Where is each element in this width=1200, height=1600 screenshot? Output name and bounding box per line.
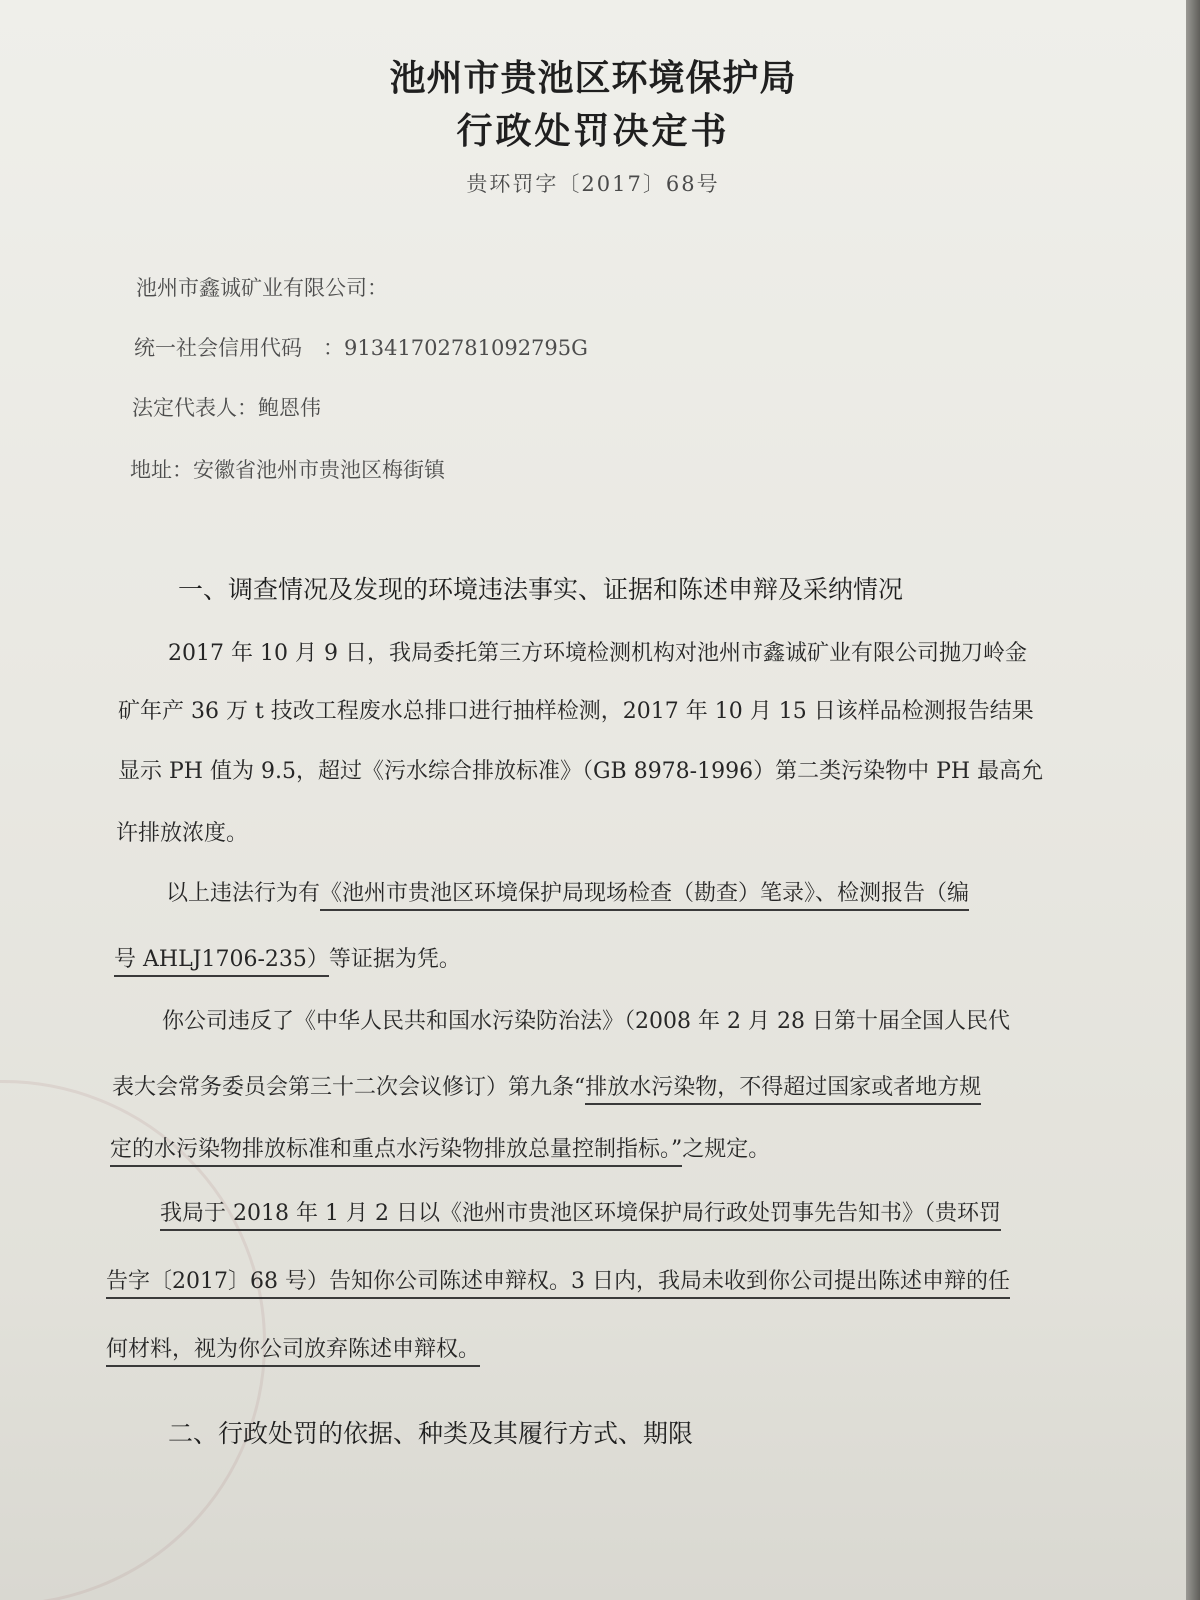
- credit-code: 统一社会信用代码 ：91341702781092795G: [134, 336, 588, 360]
- paragraph-2-line-1: [166, 876, 969, 907]
- paragraph-1-line-3: 显示 PH 值为 9.5，超过《污水综合排放标准》（GB 8978-1996）第二类污染物中 PH 最高允: [118, 759, 1044, 784]
- law-closing: 之规定。: [682, 1137, 771, 1162]
- document-type-title: 行政处罚决定书: [456, 110, 730, 152]
- recipient-company: 池州市鑫诚矿业有限公司：: [136, 276, 388, 300]
- evidence-closing: 等证据为凭。: [328, 947, 461, 972]
- paragraph-1-line-4: 许排放浓度。: [116, 821, 249, 846]
- notice-underlined-1: 我局于 2018 年 1 月 2 日以《池州市贵池区环境保护局行政处罚事先告知书》（贵环罚: [160, 1201, 1001, 1231]
- issuing-authority-title: 池州市贵池区环境保护局: [389, 57, 797, 99]
- notice-underlined-3: 何材料，视为你公司放弃陈述申辩权。: [106, 1337, 480, 1367]
- document-number: 贵环罚字〔2017〕68号: [466, 172, 720, 196]
- paragraph-3-line-1: 你公司违反了《中华人民共和国水污染防治法》（2008 年 2 月 28 日第十届全国人民代: [162, 1009, 1010, 1034]
- paragraph-3-line-3: [110, 1132, 770, 1163]
- notice-underlined-2: 告字〔2017〕68 号）告知你公司陈述申辩权。3 日内，我局未收到你公司提出陈述申辩的任: [106, 1269, 1010, 1299]
- report-number-underlined: 号 AHLJ1706-235）: [114, 947, 329, 977]
- legal-representative: 法定代表人：鲍恩伟: [132, 396, 321, 420]
- paragraph-4-line-3: [106, 1332, 480, 1363]
- paragraph-3-line-2: [112, 1070, 981, 1101]
- section-2-heading: 二、行政处罚的依据、种类及其履行方式、期限: [168, 1419, 694, 1448]
- paragraph-1-line-2: 矿年产 36 万 t 技改工程废水总排口进行抽样检测，2017 年 10 月 15 日该样品检测报告结果: [118, 699, 1034, 724]
- section-1-heading: 一、调查情况及发现的环境违法事实、证据和陈述申辩及采纳情况: [178, 575, 904, 604]
- paragraph-1-line-1: 2017 年 10 月 9 日，我局委托第三方环境检测机构对池州市鑫诚矿业有限公司抛刀岭金: [168, 641, 1027, 666]
- evidence-intro: 以上违法行为有: [166, 881, 321, 906]
- paragraph-4-line-2: [106, 1264, 1010, 1295]
- evidence-underlined: 《池州市贵池区环境保护局现场检查（勘查）笔录》、检测报告（编: [320, 881, 969, 911]
- law-quote-underlined-1: 排放水污染物，不得超过国家或者地方规: [585, 1075, 981, 1105]
- recipient-address: 地址：安徽省池州市贵池区梅街镇: [130, 458, 445, 482]
- law-quote-underlined-2: 定的水污染物排放标准和重点水污染物排放总量控制指标。”: [110, 1137, 682, 1167]
- paragraph-2-line-2: [114, 942, 461, 973]
- paragraph-4-line-1: [160, 1196, 1001, 1227]
- law-citation: 表大会常务委员会第三十二次会议修订）第九条“: [112, 1075, 586, 1100]
- page-edge-shadow: [1186, 0, 1200, 1600]
